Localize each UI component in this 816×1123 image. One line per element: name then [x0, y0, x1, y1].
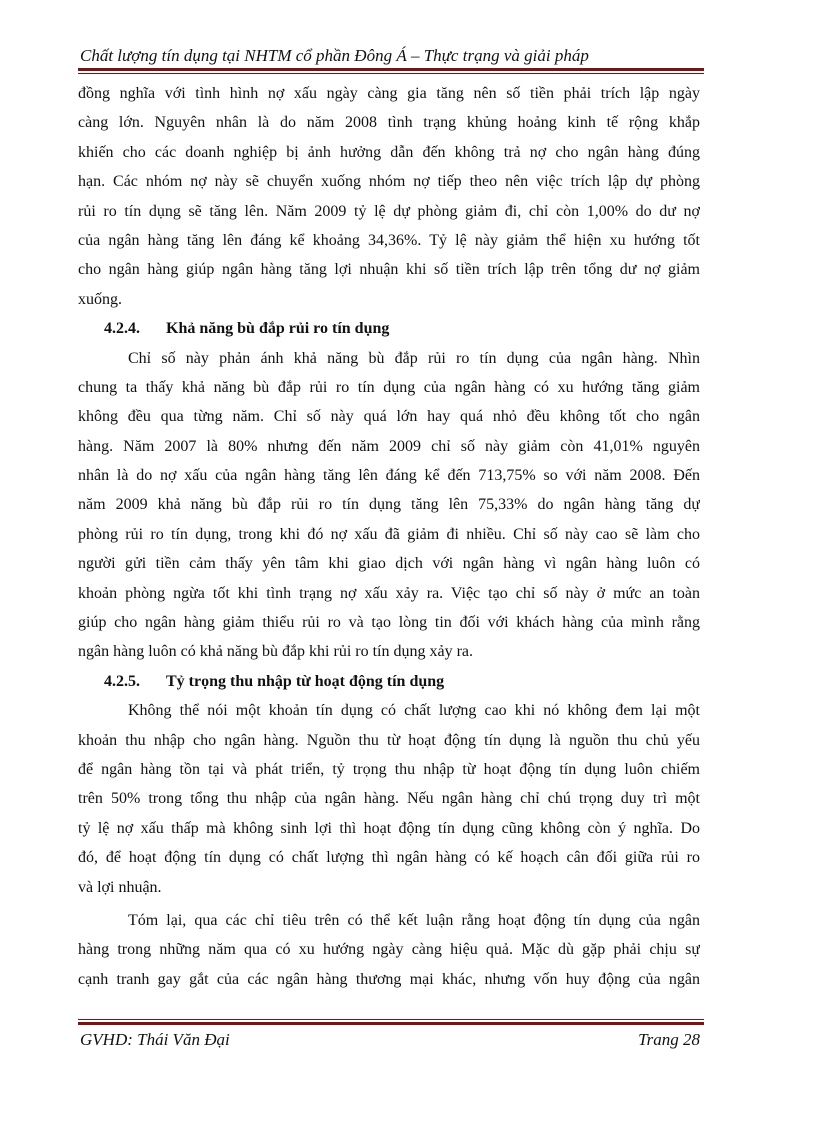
text-line: ngân hàng luôn có khả năng bù đắp khi rủi ro tín dụng xảy ra. [78, 643, 474, 661]
section-number: 4.2.5. [104, 672, 140, 690]
section-heading [78, 667, 700, 696]
text-line: của ngân hàng tăng lên đáng kể khoảng 34,36%. Tỷ lệ này giảm thể hiện xu hướng tốt [78, 231, 700, 249]
text-line: Tóm lại, qua các chỉ tiêu trên có thể kết luận rằng hoạt động tín dụng của ngân [128, 911, 700, 929]
text-line: người gửi tiền cảm thấy yên tâm khi giao dịch với ngân hàng vì ngân hàng luôn có [78, 555, 700, 573]
text-line: tỷ lệ nợ xấu thấp mà không sinh lợi thì hoạt động tín dụng cũng không còn ý nghĩa. Do [78, 819, 700, 837]
paragraph [78, 906, 700, 994]
text-line: phòng rủi ro tín dụng, trong khi đó nợ xấu đã giảm đi nhiều. Chỉ số này cao sẽ làm cho [78, 525, 700, 543]
section-title: Tỷ trọng thu nhập từ hoạt động tín dụng [166, 672, 445, 690]
text-line: khiến cho các doanh nghiệp bị ảnh hưởng dẫn đến không trả nợ cho ngân hàng đúng [78, 143, 700, 161]
text-line: xuống. [78, 290, 122, 308]
text-line: đồng nghĩa với tình hình nợ xấu ngày càng gia tăng nên số tiền phải trích lập ngày [78, 85, 700, 102]
text-line: không đều qua từng năm. Chỉ số này quá lớn hay quá nhỏ đều không tốt cho ngân [78, 408, 700, 426]
text-line: để ngân hàng tồn tại và phát triển, tỷ trọng thu nhập từ hoạt động tín dụng luôn chiếm [78, 760, 700, 778]
text-line: đó, để hoạt động tín dụng có chất lượng thì ngân hàng có kế hoạch cân đối giữa rủi ro [78, 849, 700, 867]
text-line: càng lớn. Nguyên nhân là do năm 2008 tình trạng khủng hoảng kinh tế rộng khắp [78, 114, 700, 132]
paragraph [78, 696, 700, 902]
text-line: Chỉ số này phản ánh khả năng bù đắp rủi ro tín dụng của ngân hàng. Nhìn [128, 349, 700, 367]
footer-advisor: GVHD: Thái Văn Đại [80, 1030, 230, 1049]
section-title: Khả năng bù đắp rủi ro tín dụng [166, 320, 390, 338]
footer-page-number: Trang 28 [638, 1030, 700, 1049]
text-line: hạn. Các nhóm nợ này sẽ chuyển xuống nhóm nợ tiếp theo nên việc trích lập dự phòng [78, 173, 700, 191]
text-line: nhân là do nợ xấu của ngân hàng tăng lên đáng kể đến 713,75% so với năm 2008. Đến [78, 467, 700, 485]
running-header-title: Chất lượng tín dụng tại NHTM cổ phần Đông Á – Thực trạng và giải pháp [80, 46, 589, 65]
text-line: cho ngân hàng giúp ngân hàng tăng lợi nhuận khi số tiền trích lập trên tổng dư nợ giảm [78, 261, 700, 279]
header-divider [78, 68, 704, 74]
text-line: năm 2009 khả năng bù đắp rủi ro tín dụng tăng lên 75,33% do ngân hàng tăng dự [78, 496, 700, 514]
text-line: và lợi nhuận. [78, 878, 162, 896]
paragraph [78, 344, 700, 667]
paragraph [78, 79, 700, 314]
text-line: chung ta thấy khả năng bù đắp rủi ro tín dụng của ngân hàng có xu hướng tăng giảm [78, 378, 700, 396]
text-line: giúp cho ngân hàng giảm thiểu rủi ro và tạo lòng tin đối với khách hàng của mình rằng [78, 614, 700, 632]
page-body [78, 79, 700, 994]
text-line: trên 50% trong tổng thu nhập của ngân hàng. Nếu ngân hàng chỉ chú trọng duy trì một [78, 790, 700, 808]
text-line: Không thể nói một khoản tín dụng có chất lượng cao khi nó không đem lại một [128, 702, 700, 720]
text-line: khoản thu nhập cho ngân hàng. Nguồn thu từ hoạt động tín dụng là nguồn thu chủ yếu [78, 731, 700, 749]
footer-divider [78, 1019, 704, 1025]
text-line: rủi ro tín dụng sẽ tăng lên. Năm 2009 tỷ lệ dự phòng giảm đi, chỉ còn 1,00% do dư nợ [78, 202, 700, 220]
text-line: khoản phòng ngừa tốt khi tình trạng nợ xấu xảy ra. Việc tạo chỉ số này ở mức an toàn [78, 584, 700, 602]
text-line: hàng trong những năm qua có xu hướng ngày càng hiệu quả. Mặc dù gặp phải chịu sự [78, 941, 700, 959]
text-line: hàng. Năm 2007 là 80% nhưng đến năm 2009 chỉ số này giảm còn 41,01% nguyên [78, 437, 700, 455]
text-line: cạnh tranh gay gắt của các ngân hàng thương mại khác, nhưng vốn huy động của ngân [78, 970, 700, 988]
section-heading [78, 314, 700, 343]
section-number: 4.2.4. [104, 320, 140, 338]
